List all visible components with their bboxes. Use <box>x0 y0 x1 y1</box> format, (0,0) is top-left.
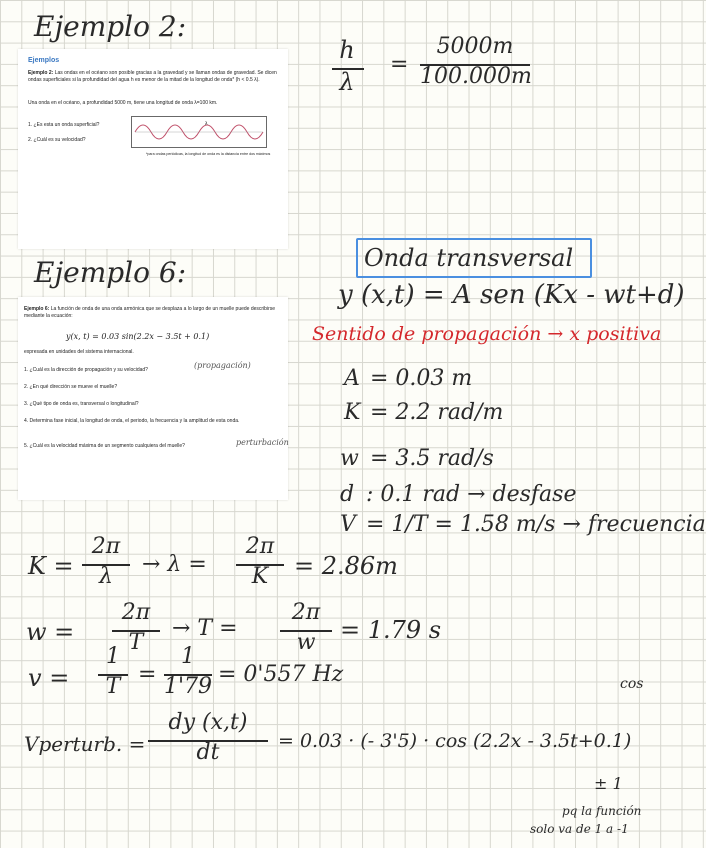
param-name: K <box>344 400 361 425</box>
w-lhs: w = <box>26 618 75 646</box>
vpert-result: = 0.03 · (- 3'5) · cos (2.2x - 3.5t+0.1) <box>278 730 632 752</box>
ratio-rhs-den: 100.000m <box>420 64 532 89</box>
v-den: T <box>105 674 121 699</box>
doc-statement: Una onda en el océano, a profundidad 5000 m, tiene una longitud de onda λ=100 km. <box>28 100 218 106</box>
v-num2: 1 <box>181 644 195 669</box>
margin-note-perturbacion: perturbación <box>236 438 289 447</box>
vpert-den: dt <box>196 740 220 765</box>
param-value: = 2.2 rad/m <box>370 400 504 425</box>
w-den: T <box>128 630 144 655</box>
doc-title: Ejemplos <box>28 57 60 64</box>
vpert-lhs: Vperturb. = <box>24 732 146 756</box>
doc-question: 2. ¿Cuál es su velocidad? <box>28 137 86 143</box>
general-equation: y (x,t) = A sen (Kx - wt+d) <box>338 280 685 310</box>
w-arrow: → T = <box>172 616 238 641</box>
doc-question: 2. ¿En qué dirección se mueve el muelle? <box>24 384 118 390</box>
w-den2: w <box>296 630 316 655</box>
wave-graph-lambda-label: λ <box>205 121 208 127</box>
doc-paragraph-text: Las ondas en el océano son posible gracias a la gravedad y se llaman ondas de gravedad. Se dicen ondas superficiales si la profundidad del agua h es menor de la mitad de la longitud de onda* (h < 0.5 λ). <box>28 70 277 83</box>
doc-question: 1. ¿Es esta un onda superficial? <box>28 122 100 128</box>
param-name: w <box>340 446 359 471</box>
doc-paragraph-text: La función de onda de una onda armónica que se desplaza a lo largo de un muelle puede describirse mediante la ecuación: <box>24 306 276 319</box>
document-snippet-ejemplo-6 <box>18 297 288 500</box>
annotation-cos: cos <box>620 676 644 692</box>
ratio-equals: = <box>390 52 409 77</box>
param-value: = 3.5 rad/s <box>370 446 494 471</box>
annotation-note-2: solo va de 1 a -1 <box>530 822 629 836</box>
v-num: 1 <box>106 644 120 669</box>
k-result: = 2.86m <box>294 552 398 580</box>
doc-units: expresada en unidades del sistema internacional. <box>24 349 134 355</box>
doc-question: 1. ¿Cuál es la dirección de propagación y su velocidad? <box>24 367 148 373</box>
k-arrow: → λ = <box>142 552 207 577</box>
annotation-note-1: pq la función <box>562 804 642 818</box>
margin-note-propagacion: (propagación) <box>194 361 251 370</box>
doc-equation: y(x, t) = 0.03 sin(2.2x − 3.5t + 0.1) <box>66 332 210 341</box>
param-name: V <box>340 512 356 537</box>
doc-paragraph <box>24 306 282 320</box>
k-lhs: K = <box>28 552 74 580</box>
w-num2: 2π <box>291 600 321 625</box>
ratio-lhs-num: h <box>339 36 355 64</box>
k-den: λ <box>99 564 113 589</box>
v-lhs: v = <box>28 664 70 692</box>
doc-question: 5. ¿Cuál es la velocidad máxima de un segmento cualquiera del muelle? <box>24 443 185 449</box>
w-num: 2π <box>121 600 151 625</box>
ratio-rhs-num: 5000m <box>436 34 514 59</box>
v-den2: 1'79 <box>164 674 213 699</box>
k-num2: 2π <box>245 534 275 559</box>
doc-footnote: *para ondas periódicas, la longitud de onda es la distancia entre dos máximos <box>146 152 271 156</box>
doc-paragraph <box>28 70 280 84</box>
v-equals: = <box>138 662 157 687</box>
param-value: = 1/T = 1.58 m/s → frecuencia <box>366 512 706 537</box>
param-value: = 0.03 m <box>370 366 473 391</box>
doc-question: 4. Determina fase inicial, la longitud de onda, el periodo, la frecuencia y la amplitud de esta onda. <box>24 418 240 424</box>
param-name: A <box>344 366 360 391</box>
vpert-num: dy (x,t) <box>168 710 248 735</box>
doc-question: 3. ¿Qué tipo de onda es, transversal o longitudinal? <box>24 401 139 407</box>
wave-type-label: Onda transversal <box>364 244 574 272</box>
k-den2: K <box>251 564 269 589</box>
doc-paragraph-bold: Ejemplo 6: <box>24 306 50 312</box>
v-result: = 0'557 Hz <box>218 662 344 687</box>
doc-paragraph-bold: Ejemplo 2: <box>28 70 54 76</box>
k-num: 2π <box>91 534 121 559</box>
propagation-direction-note: Sentido de propagación → x positiva <box>312 323 662 345</box>
param-name: d <box>340 482 355 507</box>
w-result: = 1.79 s <box>340 616 442 644</box>
param-value: : 0.1 rad → desfase <box>366 482 577 507</box>
document-snippet-ejemplo-2 <box>18 49 288 249</box>
annotation-pm-one: ± 1 <box>594 774 623 793</box>
ratio-lhs-den: λ <box>339 68 355 96</box>
heading-ejemplo-2: Ejemplo 2: <box>34 10 187 43</box>
heading-ejemplo-6: Ejemplo 6: <box>34 256 187 289</box>
wave-graph <box>131 116 267 148</box>
